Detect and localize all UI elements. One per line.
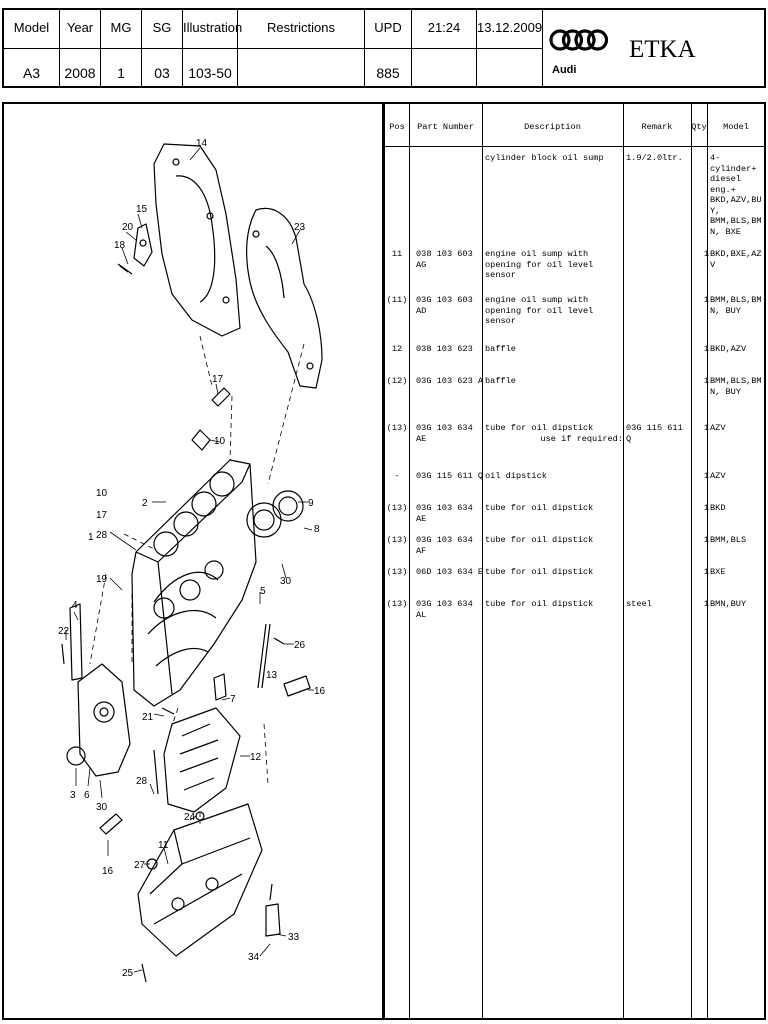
row-pos: [385, 535, 409, 546]
row-model: [710, 503, 762, 514]
row-pos: [385, 376, 409, 387]
illustration-value: 103-50: [188, 65, 232, 81]
row-description-text: engine oil sump with opening for oil level sensor: [485, 295, 594, 326]
illustration-label: Illustration: [183, 20, 243, 35]
row-description-text: tube for oil dipstick: [485, 423, 594, 433]
callout-9: 9: [308, 498, 314, 509]
row-model-text: BXE: [710, 567, 726, 577]
row-description-text: cylinder block oil sump: [485, 153, 604, 163]
row-model: [710, 599, 762, 610]
row-pos-text: (13): [386, 599, 408, 609]
row-qty: [695, 535, 709, 546]
row-description-text: tube for oil dipstick: [485, 535, 594, 545]
row-model: [710, 153, 762, 237]
row-qty: [695, 423, 709, 434]
row-description: [485, 503, 623, 514]
mg-label: MG: [110, 20, 132, 35]
time-value: 21:24: [427, 20, 461, 35]
row-qty: [695, 344, 709, 355]
callout-1: 1: [88, 532, 94, 543]
row-part-number-text: 03G 103 634 AE: [416, 503, 473, 524]
col-header-remark: Remark: [641, 122, 673, 132]
restrictions-cell: [238, 10, 365, 86]
callout-16: 16: [314, 686, 326, 697]
row-qty-text: 1: [703, 599, 709, 609]
callout-33: 33: [288, 932, 300, 943]
row-qty-text: 1: [703, 295, 709, 305]
row-model: [710, 344, 762, 355]
row-qty-text: 1: [703, 471, 709, 481]
row-pos-text: (13): [386, 423, 408, 433]
callout-28b: 28: [136, 776, 148, 787]
illustration-cell: [183, 10, 243, 86]
row-part-number-text: 03G 103 634 AF: [416, 535, 473, 556]
brand-name: Audi: [552, 64, 577, 76]
row-model-text: BMM,BLS,BMN, BUY: [710, 376, 762, 397]
row-description-text: oil dipstick: [485, 471, 547, 481]
row-pos-text: (12): [386, 376, 408, 386]
row-qty: [695, 599, 709, 610]
row-description: [485, 599, 623, 610]
sg-label: SG: [152, 20, 172, 35]
row-qty-text: 1: [703, 344, 709, 354]
header-bar: [2, 8, 766, 88]
callout-30: 30: [280, 576, 292, 587]
callout-6: 6: [84, 790, 90, 801]
row-qty-text: 1: [703, 423, 709, 433]
row-pos-text: (13): [386, 503, 408, 513]
row-pos-text: -: [394, 471, 400, 481]
callout-13: 13: [266, 670, 278, 681]
model-value: A3: [22, 65, 41, 81]
row-remark-text: 03G 115 611 Q: [626, 423, 683, 444]
row-description: [485, 567, 623, 578]
row-qty-text: 1: [703, 376, 709, 386]
callout-7: 7: [230, 694, 236, 705]
row-qty: [695, 376, 709, 387]
row-description-text: engine oil sump with opening for oil level sensor: [485, 249, 594, 280]
row-part-number-text: 03G 115 611 Q: [416, 471, 484, 481]
row-model-text: BKD: [710, 503, 726, 513]
row-description-text: baffle: [485, 344, 516, 354]
row-qty: [695, 295, 709, 306]
row-model: [710, 535, 762, 546]
row-pos: [385, 423, 409, 434]
row-part-number-text: 06D 103 634 E: [416, 567, 484, 577]
row-description-text: tube for oil dipstick: [485, 599, 594, 609]
sg-value: 03: [154, 65, 170, 81]
row-qty: [695, 249, 709, 260]
restrictions-label: Restrictions: [267, 20, 335, 35]
row-pos: [385, 599, 409, 610]
model-label: Model: [13, 20, 50, 35]
row-model: [710, 567, 762, 578]
callout-2: 2: [142, 498, 148, 509]
row-qty: [695, 567, 709, 578]
row-part-number[interactable]: [416, 599, 484, 620]
row-pos-text: 12: [391, 344, 403, 354]
row-model: [710, 295, 762, 316]
row-part-number[interactable]: [416, 376, 484, 387]
exploded-view-illustration: [2, 102, 384, 1020]
row-pos: [385, 249, 409, 260]
row-model-text: AZV: [710, 471, 726, 481]
row-description: [485, 423, 623, 444]
row-model: [710, 249, 762, 270]
row-description: [485, 295, 623, 327]
engine-block-diagram: [4, 104, 382, 1018]
callout-24: 24: [184, 812, 196, 823]
parts-table: [384, 102, 766, 1020]
row-model-text: BMM,BLS: [710, 535, 747, 545]
row-description-text: tube for oil dipstick: [485, 503, 594, 513]
audi-rings-icon: [549, 23, 609, 57]
callout-19: 19: [96, 574, 108, 585]
row-pos: [385, 344, 409, 355]
year-label: Year: [66, 20, 94, 35]
row-pos-text: (11): [386, 295, 408, 305]
row-remark: [626, 599, 692, 610]
sg-cell: [142, 10, 183, 86]
row-part-number-text: 03G 103 634 AL: [416, 599, 473, 620]
callout-21: 21: [142, 712, 154, 723]
callout-12: 12: [250, 752, 262, 763]
row-qty-text: 1: [703, 567, 709, 577]
col-header-part-number: Part Number: [417, 122, 474, 132]
row-part-number-text: 03G 103 634 AE: [416, 423, 473, 444]
callout-18: 18: [114, 240, 126, 251]
callout-17b: 17: [96, 510, 108, 521]
mg-value: 1: [117, 65, 125, 81]
callout-10: 10: [214, 436, 226, 447]
row-model-text: AZV: [710, 423, 726, 433]
callout-34: 34: [248, 952, 260, 963]
row-remark-text: steel: [626, 599, 652, 609]
row-description-extra: use if required:: [540, 433, 623, 444]
row-part-number-text: 038 103 603 AG: [416, 249, 473, 270]
callout-30b: 30: [96, 802, 108, 813]
row-pos-text: (13): [386, 567, 408, 577]
callout-26: 26: [294, 640, 306, 651]
row-model: [710, 376, 762, 397]
row-part-number[interactable]: [416, 471, 484, 482]
callout-27: 27: [134, 860, 146, 871]
callout-3: 3: [70, 790, 76, 801]
brand-cell: [543, 10, 764, 86]
row-pos-text: (13): [386, 535, 408, 545]
row-pos-text: 11: [391, 249, 403, 259]
col-header-pos: Pos: [389, 122, 405, 132]
row-description: [485, 535, 623, 546]
row-part-number-text: 03G 103 623 A: [416, 376, 484, 386]
callout-23: 23: [294, 222, 306, 233]
row-part-number-text: 038 103 623: [416, 344, 473, 354]
model-cell: [4, 10, 60, 86]
callout-16b: 16: [102, 866, 114, 877]
row-qty-text: 1: [703, 503, 709, 513]
row-part-number[interactable]: [416, 344, 484, 355]
row-model-text: BKD,AZV: [710, 344, 747, 354]
upd-cell: [365, 10, 412, 86]
callout-11: 11: [158, 840, 169, 851]
row-part-number[interactable]: [416, 567, 484, 578]
callout-5: 5: [260, 586, 266, 597]
row-model: [710, 423, 762, 434]
time-cell: [412, 10, 477, 86]
row-description: [485, 249, 623, 281]
row-model: [710, 471, 762, 482]
diagram-callouts: [58, 138, 326, 979]
app-title: ETKA: [629, 36, 696, 63]
row-pos: [385, 503, 409, 514]
col-header-description: Description: [524, 122, 581, 132]
row-remark-text: 1.9/2.0ltr.: [626, 153, 683, 163]
year-value: 2008: [64, 65, 96, 81]
callout-8: 8: [314, 524, 320, 535]
callout-14: 14: [196, 138, 208, 149]
callout-28: 28: [96, 530, 108, 541]
upd-label: UPD: [374, 20, 402, 35]
mg-cell: [101, 10, 142, 86]
upd-value: 885: [376, 65, 400, 81]
callout-20: 20: [122, 222, 134, 233]
row-remark: [626, 153, 692, 164]
row-description: [485, 376, 623, 387]
row-model-text: BKD,BXE,AZV: [710, 249, 762, 270]
callout-15: 15: [136, 204, 148, 215]
callout-10b: 10: [96, 488, 108, 499]
callout-22: 22: [58, 626, 70, 637]
row-description-text: baffle: [485, 376, 516, 386]
row-description-text: tube for oil dipstick: [485, 567, 594, 577]
callout-4: 4: [72, 600, 78, 611]
row-qty-text: 1: [703, 535, 709, 545]
row-model-text: 4-cylinder+ diesel eng.+ BKD,AZV,BUY, BMM,BLS,BMN, BXE: [710, 153, 762, 237]
row-remark: [626, 423, 692, 444]
row-part-number[interactable]: [416, 249, 484, 270]
row-qty: [695, 503, 709, 514]
row-model-text: BMM,BLS,BMN, BUY: [710, 295, 762, 316]
row-qty-text: 1: [703, 249, 709, 259]
callout-25: 25: [122, 968, 134, 979]
row-part-number[interactable]: [416, 503, 484, 524]
row-pos: [385, 567, 409, 578]
year-cell: [60, 10, 101, 86]
row-part-number[interactable]: [416, 295, 484, 316]
row-qty: [695, 471, 709, 482]
callout-17: 17: [212, 374, 224, 385]
date-value: 13.12.2009: [477, 20, 543, 35]
row-model-text: BMN,BUY: [710, 599, 747, 609]
row-description: [485, 344, 623, 355]
col-header-model: Model: [723, 122, 749, 132]
date-cell: [477, 10, 543, 86]
row-description: [485, 471, 623, 482]
row-pos: [385, 471, 409, 482]
row-description: [485, 153, 623, 164]
row-part-number[interactable]: [416, 423, 484, 444]
col-header-qty: Qty: [691, 122, 707, 132]
row-pos: [385, 295, 409, 306]
row-part-number[interactable]: [416, 535, 484, 556]
row-part-number-text: 03G 103 603 AD: [416, 295, 473, 316]
